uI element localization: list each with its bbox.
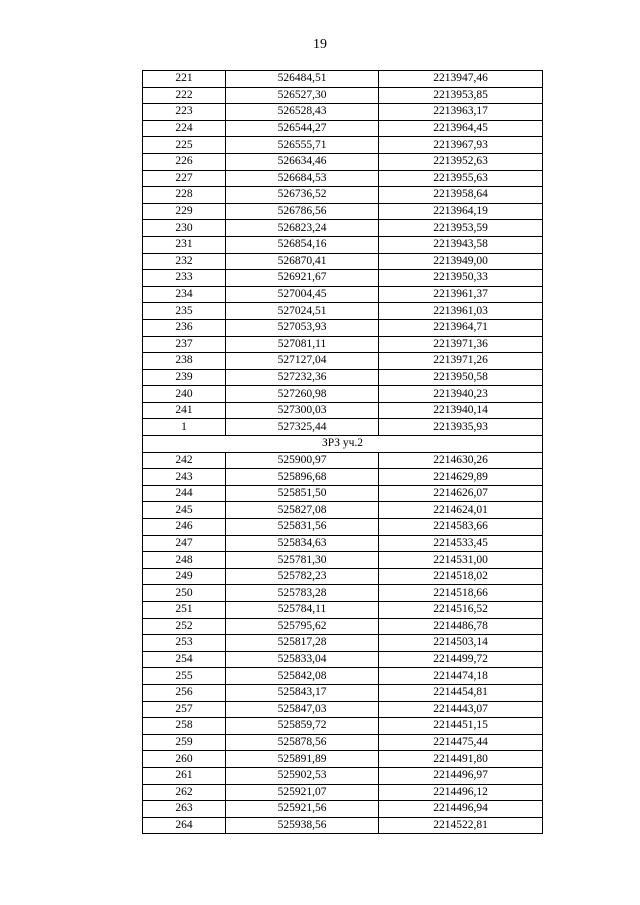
table-row <box>143 319 543 336</box>
x-coordinate-cell: 526854,16 <box>226 236 379 253</box>
coordinates-table <box>142 70 543 834</box>
point-number-cell: 240 <box>143 386 226 403</box>
table-row <box>143 552 543 569</box>
x-coordinate-cell: 527300,03 <box>226 402 379 419</box>
point-number-cell: 258 <box>143 718 226 735</box>
point-number-cell: 224 <box>143 120 226 137</box>
y-coordinate-cell: 2214499,72 <box>379 651 543 668</box>
table-row <box>143 817 543 834</box>
point-number-cell: 235 <box>143 303 226 320</box>
x-coordinate-cell: 526484,51 <box>226 71 379 88</box>
point-number-cell: 256 <box>143 684 226 701</box>
table-row <box>143 618 543 635</box>
table-row <box>143 87 543 104</box>
x-coordinate-cell: 525834,63 <box>226 535 379 552</box>
table-row <box>143 253 543 270</box>
x-coordinate-cell: 525938,56 <box>226 817 379 834</box>
table-row <box>143 220 543 237</box>
table-row <box>143 602 543 619</box>
point-number-cell: 260 <box>143 751 226 768</box>
y-coordinate-cell: 2214496,12 <box>379 784 543 801</box>
point-number-cell: 227 <box>143 170 226 187</box>
table-row <box>143 203 543 220</box>
y-coordinate-cell: 2214503,14 <box>379 635 543 652</box>
x-coordinate-cell: 525896,68 <box>226 469 379 486</box>
table-row <box>143 767 543 784</box>
y-coordinate-cell: 2213964,45 <box>379 120 543 137</box>
point-number-cell: 234 <box>143 286 226 303</box>
y-coordinate-cell: 2214518,66 <box>379 585 543 602</box>
y-coordinate-cell: 2214491,80 <box>379 751 543 768</box>
point-number-cell: 253 <box>143 635 226 652</box>
table-row <box>143 684 543 701</box>
table-row <box>143 187 543 204</box>
x-coordinate-cell: 525900,97 <box>226 452 379 469</box>
table-row <box>143 236 543 253</box>
section-title: ЗРЗ уч.2 <box>143 436 543 453</box>
y-coordinate-cell: 2214496,94 <box>379 801 543 818</box>
table-row <box>143 386 543 403</box>
table-row <box>143 718 543 735</box>
x-coordinate-cell: 527053,93 <box>226 319 379 336</box>
y-coordinate-cell: 2214531,00 <box>379 552 543 569</box>
x-coordinate-cell: 526921,67 <box>226 270 379 287</box>
point-number-cell: 246 <box>143 519 226 536</box>
y-coordinate-cell: 2213949,00 <box>379 253 543 270</box>
page-number: 19 <box>313 37 327 52</box>
point-number-cell: 229 <box>143 203 226 220</box>
x-coordinate-cell: 525851,50 <box>226 485 379 502</box>
table-row <box>143 369 543 386</box>
y-coordinate-cell: 2213964,19 <box>379 203 543 220</box>
table-row <box>143 353 543 370</box>
table-row <box>143 635 543 652</box>
y-coordinate-cell: 2214486,78 <box>379 618 543 635</box>
x-coordinate-cell: 525781,30 <box>226 552 379 569</box>
table-row <box>143 651 543 668</box>
x-coordinate-cell: 525902,53 <box>226 767 379 784</box>
point-number-cell: 261 <box>143 767 226 784</box>
x-coordinate-cell: 527081,11 <box>226 336 379 353</box>
point-number-cell: 257 <box>143 701 226 718</box>
table-row <box>143 336 543 353</box>
y-coordinate-cell: 2213947,46 <box>379 71 543 88</box>
point-number-cell: 259 <box>143 734 226 751</box>
point-number-cell: 250 <box>143 585 226 602</box>
y-coordinate-cell: 2213950,58 <box>379 369 543 386</box>
x-coordinate-cell: 525783,28 <box>226 585 379 602</box>
y-coordinate-cell: 2213967,93 <box>379 137 543 154</box>
x-coordinate-cell: 525859,72 <box>226 718 379 735</box>
x-coordinate-cell: 525921,56 <box>226 801 379 818</box>
x-coordinate-cell: 527232,36 <box>226 369 379 386</box>
point-number-cell: 233 <box>143 270 226 287</box>
point-number-cell: 251 <box>143 602 226 619</box>
point-number-cell: 241 <box>143 402 226 419</box>
y-coordinate-cell: 2213952,63 <box>379 153 543 170</box>
table-row <box>143 485 543 502</box>
table-row <box>143 668 543 685</box>
point-number-cell: 245 <box>143 502 226 519</box>
point-number-cell: 228 <box>143 187 226 204</box>
x-coordinate-cell: 525843,17 <box>226 684 379 701</box>
y-coordinate-cell: 2214583,66 <box>379 519 543 536</box>
point-number-cell: 222 <box>143 87 226 104</box>
point-number-cell: 223 <box>143 104 226 121</box>
x-coordinate-cell: 526634,46 <box>226 153 379 170</box>
point-number-cell: 249 <box>143 568 226 585</box>
y-coordinate-cell: 2213953,85 <box>379 87 543 104</box>
y-coordinate-cell: 2214518,02 <box>379 568 543 585</box>
y-coordinate-cell: 2213940,23 <box>379 386 543 403</box>
y-coordinate-cell: 2213961,03 <box>379 303 543 320</box>
table-row <box>143 734 543 751</box>
point-number-cell: 243 <box>143 469 226 486</box>
point-number-cell: 236 <box>143 319 226 336</box>
x-coordinate-cell: 525827,08 <box>226 502 379 519</box>
point-number-cell: 262 <box>143 784 226 801</box>
table-row <box>143 585 543 602</box>
x-coordinate-cell: 526528,43 <box>226 104 379 121</box>
y-coordinate-cell: 2214496,97 <box>379 767 543 784</box>
y-coordinate-cell: 2214630,26 <box>379 452 543 469</box>
table-row <box>143 751 543 768</box>
x-coordinate-cell: 526786,56 <box>226 203 379 220</box>
y-coordinate-cell: 2213935,93 <box>379 419 543 436</box>
x-coordinate-cell: 527325,44 <box>226 419 379 436</box>
table-row <box>143 452 543 469</box>
point-number-cell: 244 <box>143 485 226 502</box>
x-coordinate-cell: 526870,41 <box>226 253 379 270</box>
y-coordinate-cell: 2213971,36 <box>379 336 543 353</box>
x-coordinate-cell: 526527,30 <box>226 87 379 104</box>
table-row <box>143 137 543 154</box>
table-row <box>143 303 543 320</box>
y-coordinate-cell: 2213955,63 <box>379 170 543 187</box>
x-coordinate-cell: 526684,53 <box>226 170 379 187</box>
x-coordinate-cell: 526544,27 <box>226 120 379 137</box>
x-coordinate-cell: 527004,45 <box>226 286 379 303</box>
y-coordinate-cell: 2214443,07 <box>379 701 543 718</box>
point-number-cell: 255 <box>143 668 226 685</box>
table-row <box>143 153 543 170</box>
y-coordinate-cell: 2213940,14 <box>379 402 543 419</box>
point-number-cell: 225 <box>143 137 226 154</box>
point-number-cell: 263 <box>143 801 226 818</box>
point-number-cell: 231 <box>143 236 226 253</box>
point-number-cell: 252 <box>143 618 226 635</box>
point-number-cell: 264 <box>143 817 226 834</box>
table-row <box>143 502 543 519</box>
point-number-cell: 247 <box>143 535 226 552</box>
point-number-cell: 226 <box>143 153 226 170</box>
table-row <box>143 469 543 486</box>
y-coordinate-cell: 2214474,18 <box>379 668 543 685</box>
point-number-cell: 238 <box>143 353 226 370</box>
y-coordinate-cell: 2213971,26 <box>379 353 543 370</box>
y-coordinate-cell: 2214451,15 <box>379 718 543 735</box>
y-coordinate-cell: 2213961,37 <box>379 286 543 303</box>
point-number-cell: 230 <box>143 220 226 237</box>
coordinates-table-body <box>143 71 543 834</box>
y-coordinate-cell: 2213964,71 <box>379 319 543 336</box>
y-coordinate-cell: 2214475,44 <box>379 734 543 751</box>
table-row <box>143 402 543 419</box>
x-coordinate-cell: 525833,04 <box>226 651 379 668</box>
point-number-cell: 1 <box>143 419 226 436</box>
x-coordinate-cell: 527260,98 <box>226 386 379 403</box>
table-row <box>143 71 543 88</box>
point-number-cell: 239 <box>143 369 226 386</box>
point-number-cell: 232 <box>143 253 226 270</box>
table-row <box>143 104 543 121</box>
x-coordinate-cell: 525817,28 <box>226 635 379 652</box>
y-coordinate-cell: 2213953,59 <box>379 220 543 237</box>
y-coordinate-cell: 2213963,17 <box>379 104 543 121</box>
y-coordinate-cell: 2214522,81 <box>379 817 543 834</box>
table-row <box>143 419 543 436</box>
table-row <box>143 535 543 552</box>
y-coordinate-cell: 2214516,52 <box>379 602 543 619</box>
table-row <box>143 170 543 187</box>
x-coordinate-cell: 525842,08 <box>226 668 379 685</box>
x-coordinate-cell: 526555,71 <box>226 137 379 154</box>
y-coordinate-cell: 2213950,33 <box>379 270 543 287</box>
x-coordinate-cell: 526823,24 <box>226 220 379 237</box>
x-coordinate-cell: 527127,04 <box>226 353 379 370</box>
x-coordinate-cell: 525847,03 <box>226 701 379 718</box>
y-coordinate-cell: 2214533,45 <box>379 535 543 552</box>
x-coordinate-cell: 525921,07 <box>226 784 379 801</box>
point-number-cell: 248 <box>143 552 226 569</box>
y-coordinate-cell: 2214454,81 <box>379 684 543 701</box>
table-row <box>143 568 543 585</box>
y-coordinate-cell: 2214624,01 <box>379 502 543 519</box>
point-number-cell: 254 <box>143 651 226 668</box>
x-coordinate-cell: 525831,56 <box>226 519 379 536</box>
x-coordinate-cell: 525878,56 <box>226 734 379 751</box>
table-row <box>143 270 543 287</box>
x-coordinate-cell: 525795,62 <box>226 618 379 635</box>
point-number-cell: 242 <box>143 452 226 469</box>
section-header-row <box>143 436 543 453</box>
x-coordinate-cell: 525891,89 <box>226 751 379 768</box>
y-coordinate-cell: 2213958,64 <box>379 187 543 204</box>
table-row <box>143 801 543 818</box>
table-row <box>143 286 543 303</box>
point-number-cell: 237 <box>143 336 226 353</box>
table-row <box>143 784 543 801</box>
point-number-cell: 221 <box>143 71 226 88</box>
x-coordinate-cell: 527024,51 <box>226 303 379 320</box>
x-coordinate-cell: 525782,23 <box>226 568 379 585</box>
table-row <box>143 701 543 718</box>
y-coordinate-cell: 2214626,07 <box>379 485 543 502</box>
x-coordinate-cell: 526736,52 <box>226 187 379 204</box>
y-coordinate-cell: 2214629,89 <box>379 469 543 486</box>
x-coordinate-cell: 525784,11 <box>226 602 379 619</box>
table-row <box>143 519 543 536</box>
table-row <box>143 120 543 137</box>
y-coordinate-cell: 2213943,58 <box>379 236 543 253</box>
